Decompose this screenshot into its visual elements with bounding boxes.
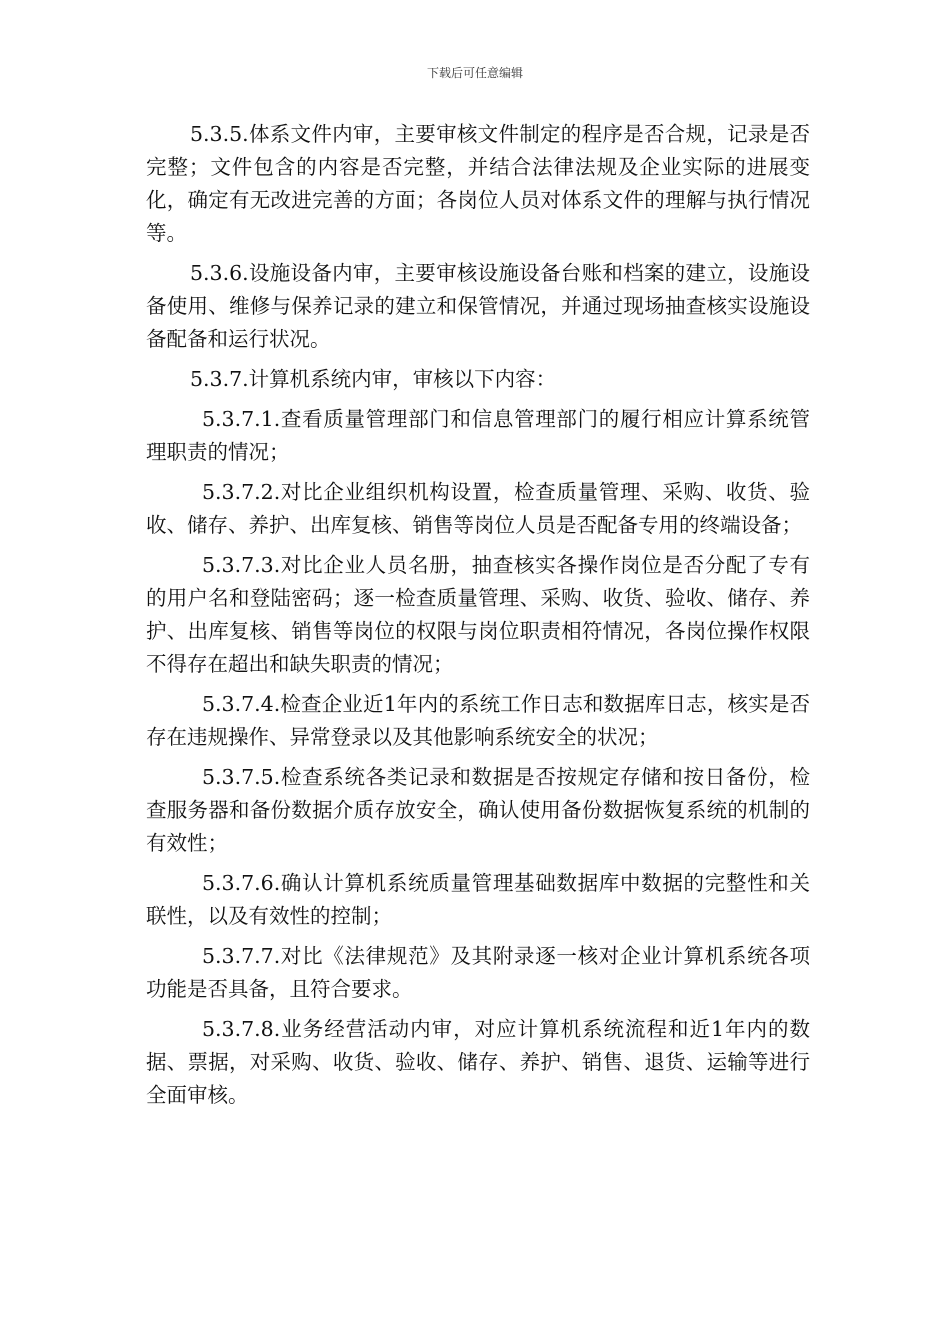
paragraph-5-3-7-2: 5.3.7.2.对比企业组织机构设置，检查质量管理、采购、收货、验收、储存、养护、出库复核、销售等岗位人员是否配备专用的终端设备；	[146, 480, 810, 537]
paragraph-5-3-7-5: 5.3.7.5.检查系统各类记录和数据是否按规定存储和按日备份，检查服务器和备份数据介质存放安全，确认使用备份数据恢复系统的机制的有效性；	[146, 765, 810, 855]
paragraph-5-3-7-6: 5.3.7.6.确认计算机系统质量管理基础数据库中数据的完整性和关联性，以及有效性的控制；	[146, 871, 810, 928]
paragraph-5-3-7: 5.3.7.计算机系统内审，审核以下内容：	[190, 367, 557, 391]
paragraph-5-3-7-1: 5.3.7.1.查看质量管理部门和信息管理部门的履行相应计算系统管理职责的情况；	[146, 407, 810, 464]
paragraph-5-3-7-7: 5.3.7.7.对比《法律规范》及其附录逐一核对企业计算机系统各项功能是否具备，且符合要求。	[146, 944, 810, 1001]
paragraph-5-3-7-4: 5.3.7.4.检查企业近1年内的系统工作日志和数据库日志，核实是否存在违规操作、异常登录以及其他影响系统安全的状况；	[146, 692, 810, 749]
paragraph-5-3-6: 5.3.6.设施设备内审，主要审核设施设备台账和档案的建立，设施设备使用、维修与保养记录的建立和保管情况，并通过现场抽查核实设施设备配备和运行状况。	[146, 261, 810, 351]
document-body	[146, 118, 810, 1119]
page-header-note: 下载后可任意编辑	[426, 66, 523, 80]
paragraph-5-3-5: 5.3.5.体系文件内审，主要审核文件制定的程序是否合规，记录是否完整；文件包含的内容是否完整，并结合法律法规及企业实际的进展变化，确定有无改进完善的方面；各岗位人员对体系文件的理解与执行情况等。	[146, 122, 810, 245]
paragraph-5-3-7-3: 5.3.7.3.对比企业人员名册，抽查核实各操作岗位是否分配了专有的用户名和登陆密码；逐一检查质量管理、采购、收货、验收、储存、养护、出库复核、销售等岗位的权限与岗位职责相符情况，各岗位操作权限不得存在超出和缺失职责的情况；	[146, 553, 810, 676]
paragraph-5-3-7-8: 5.3.7.8.业务经营活动内审，对应计算机系统流程和近1年内的数据、票据，对采购、收货、验收、储存、养护、销售、退货、运输等进行全面审核。	[146, 1017, 810, 1107]
